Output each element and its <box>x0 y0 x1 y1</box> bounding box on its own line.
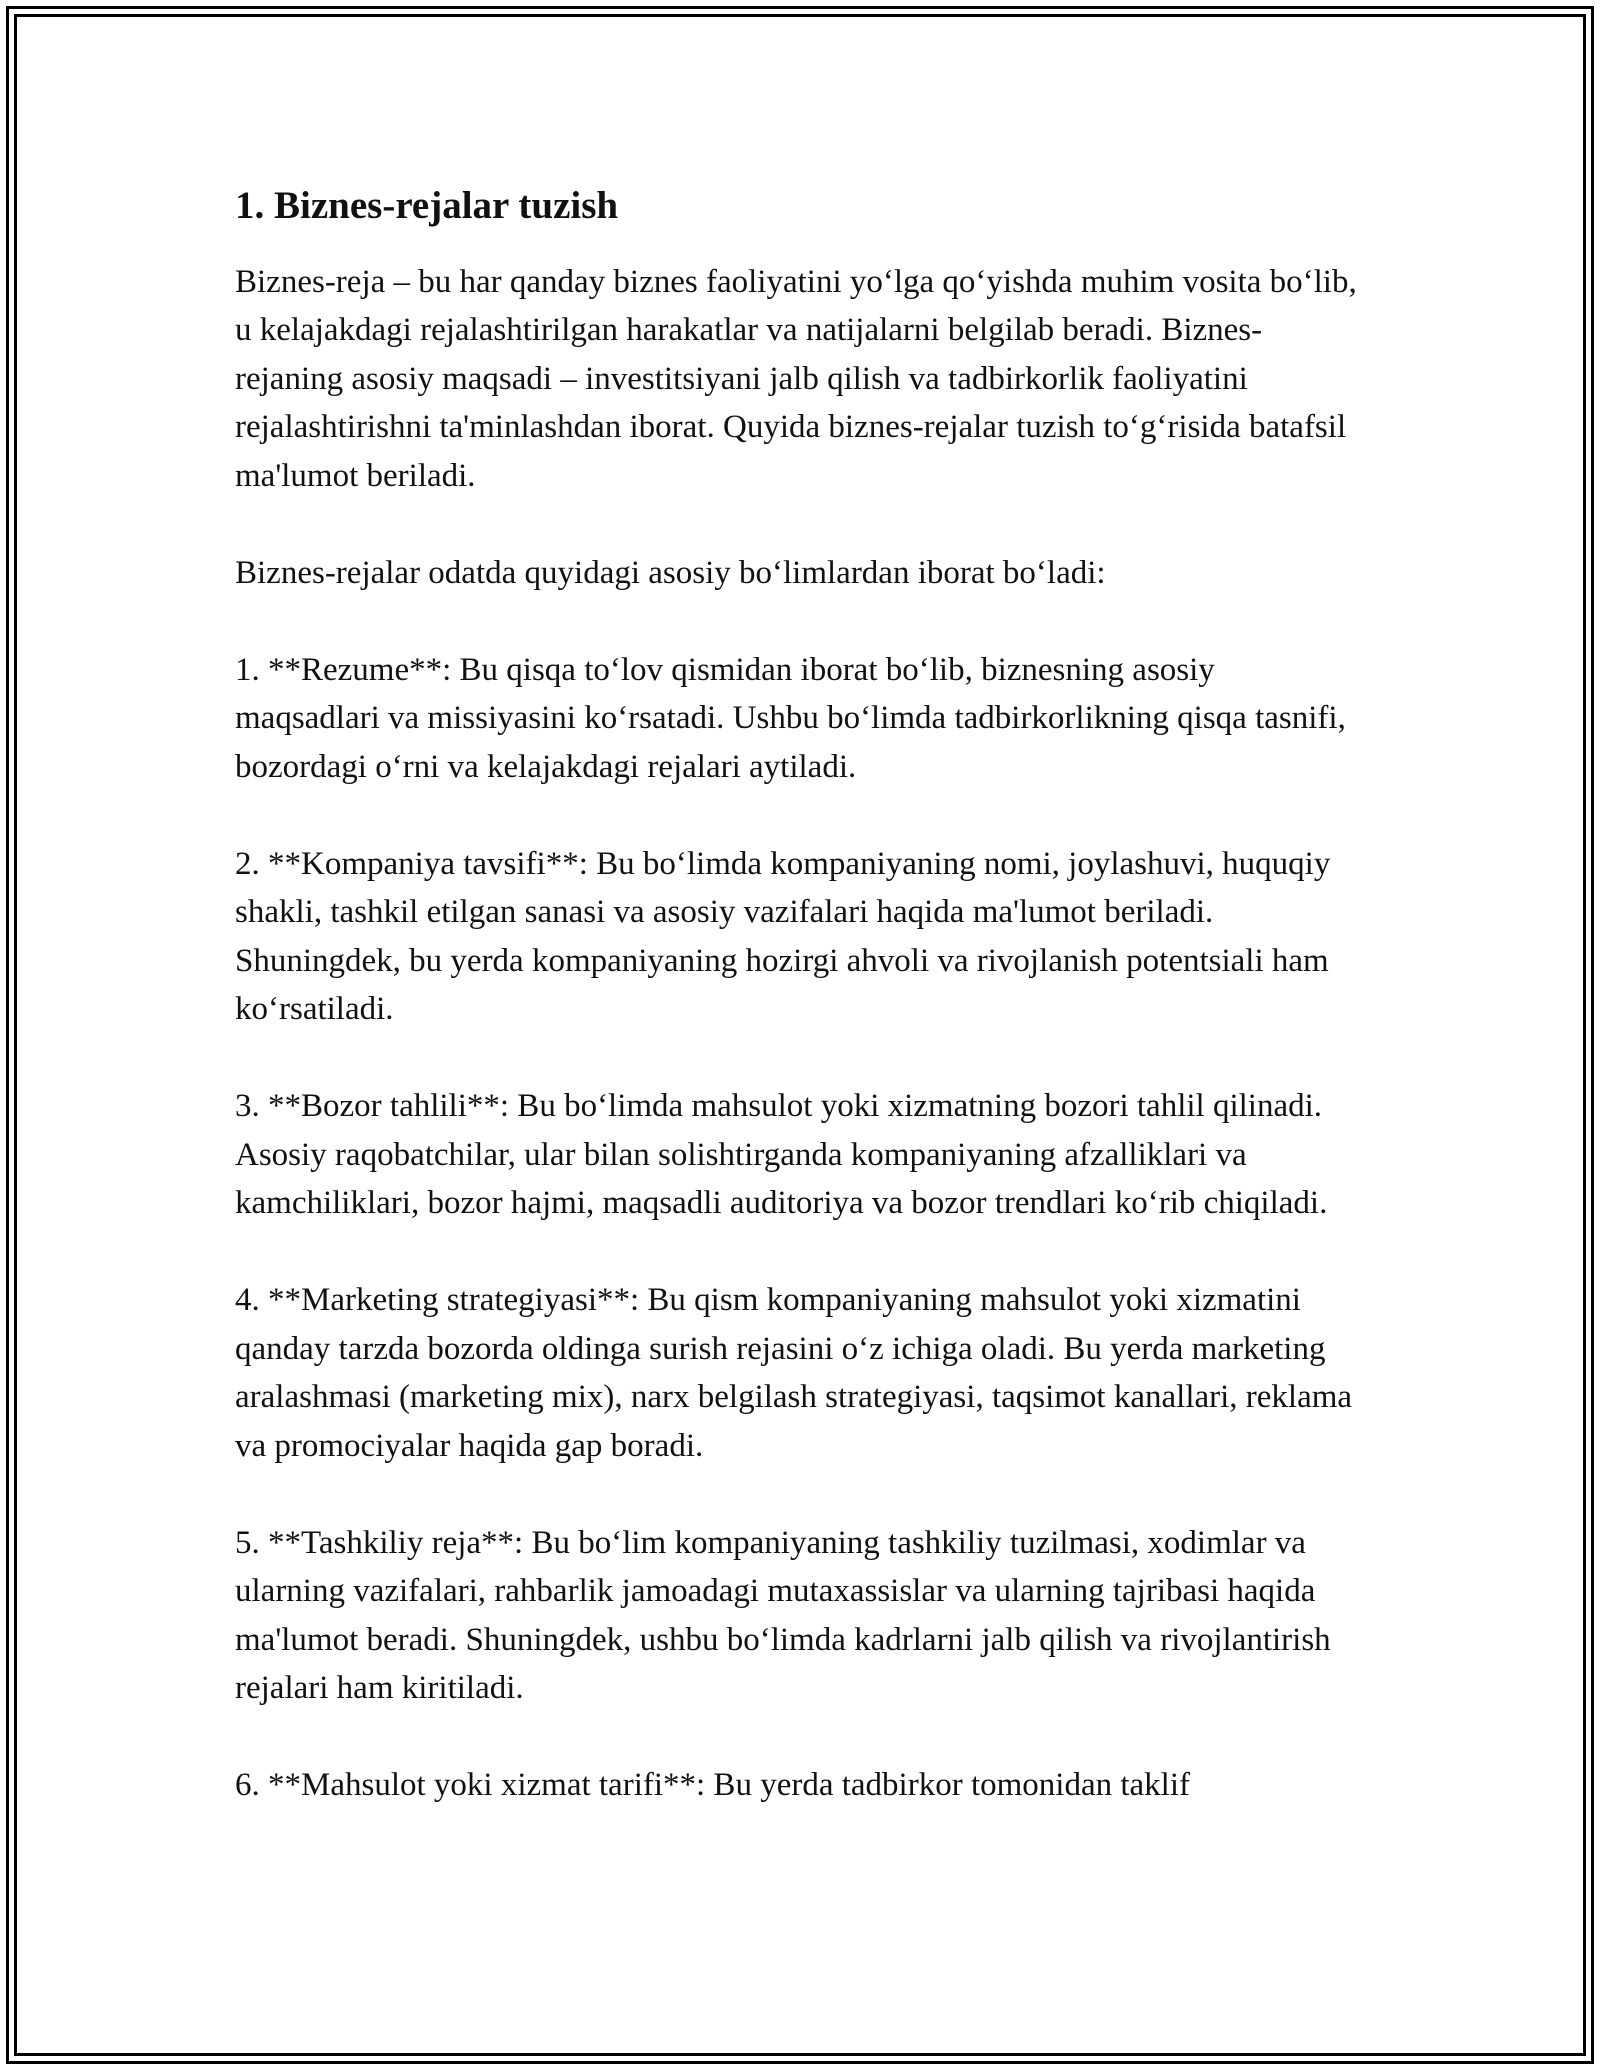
section-item-tashkiliy-reja: 5. **Tashkiliy reja**: Bu bo‘lim kompaniyaning tashkiliy tuzilmasi, xodimlar va ularning vazifalari, rahbarlik jamoadagi mutaxassislar va ularning tajribasi haqida ma'lumot beradi. Shuningdek, ushbu bo‘limda kadrlarni jalb qilish va rivojlantirish rejalari ham kiritiladi. <box>235 1524 1331 1707</box>
section-item-bozor-tahlili: 3. **Bozor tahlili**: Bu bo‘limda mahsulot yoki xizmatning bozori tahlil qilinadi. Asosiy raqobatchilar, ular bilan solishtirganda kompaniyaning afzalliklari va kamchiliklari, bozor hajmi, maqsadli auditoriya va bozor trendlari ko‘rib chiqiladi. <box>235 1088 1328 1222</box>
intro-paragraph: Biznes-reja – bu har qanday biznes faoliyatini yo‘lga qo‘yishda muhim vosita bo‘lib, u kelajakdagi rejalashtirilgan harakatlar va natijalarni belgilab beradi. Biznes-rejaning asosiy maqsadi – investitsiyani jalb qilish va tadbirkorlik faoliyatini rejalashtirishni ta'minlashdan iborat. Quyida biznes-rejalar tuzish to‘g‘risida batafsil ma'lumot beriladi. <box>235 263 1357 494</box>
document-body <box>235 183 1365 1858</box>
section-item-rezume: 1. **Rezume**: Bu qisqa to‘lov qismidan iborat bo‘lib, biznesning asosiy maqsadlari va missiyasini ko‘rsatadi. Ushbu bo‘limda tadbirkorlikning qisqa tasnifi, bozordagi o‘rni va kelajakdagi rejalari aytiladi. <box>235 651 1346 785</box>
sections-intro-paragraph: Biznes-rejalar odatda quyidagi asosiy bo‘limlardan iborat bo‘ladi: <box>235 554 1106 591</box>
section-heading: 1. Biznes-rejalar tuzish <box>235 184 619 227</box>
section-item-marketing-strategiyasi: 4. **Marketing strategiyasi**: Bu qism kompaniyaning mahsulot yoki xizmatini qanday tarzda bozorda oldinga surish rejasini o‘z ichiga oladi. Bu yerda marketing aralashmasi (marketing mix), narx belgilash strategiyasi, taqsimot kanallari, reklama va promociyalar haqida gap boradi. <box>235 1282 1353 1464</box>
section-item-kompaniya-tavsifi: 2. **Kompaniya tavsifi**: Bu bo‘limda kompaniyaning nomi, joylashuvi, huquqiy shakli, tashkil etilgan sanasi va asosiy vazifalari haqida ma'lumot beriladi. Shuningdek, bu yerda kompaniyaning hozirgi ahvoli va rivojlanish potentsiali ham ko‘rsatiladi. <box>235 845 1331 1028</box>
section-item-mahsulot-tarifi: 6. **Mahsulot yoki xizmat tarifi**: Bu yerda tadbirkor tomonidan taklif <box>235 1767 1190 1804</box>
